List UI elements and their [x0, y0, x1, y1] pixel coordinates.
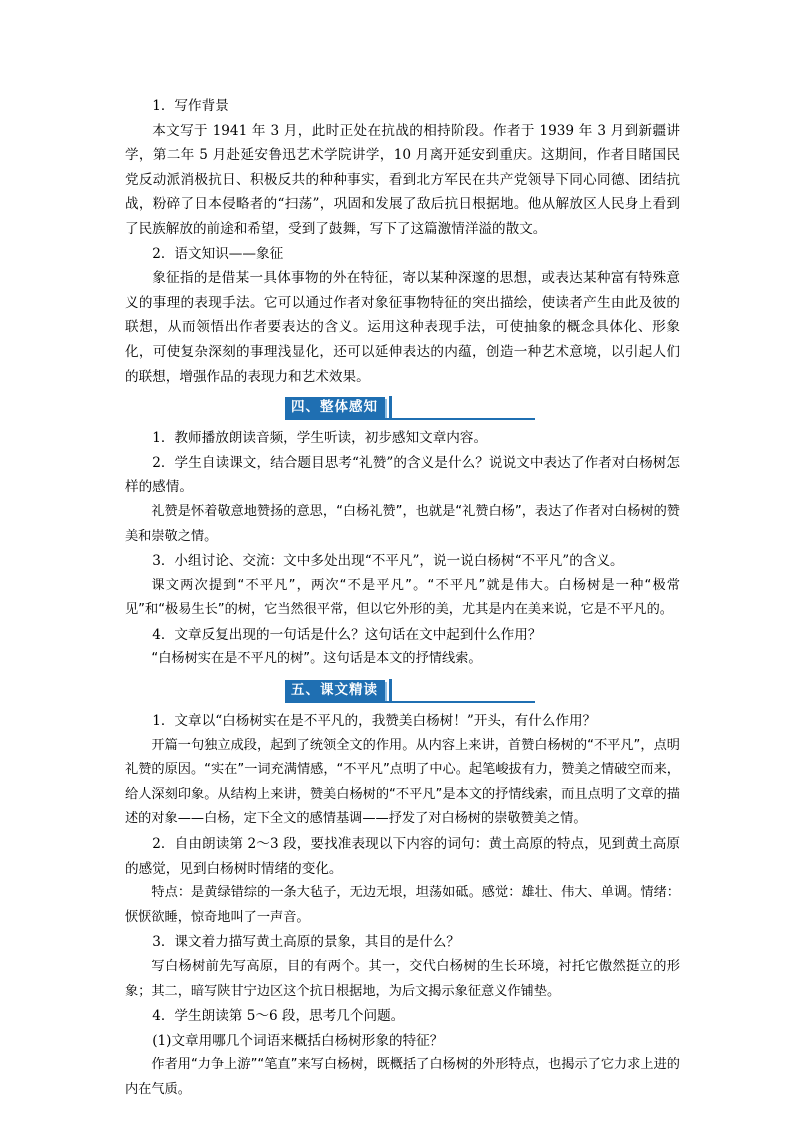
- question: 4．学生朗读第 5～6 段，思考几个问题。: [152, 1008, 405, 1025]
- answer: 特点：是黄绿错综的一条大毡子，无边无垠，坦荡如砥。感觉：雄壮、伟大、单调。情绪：恹恹欲睡，惊奇地叫了一声音。: [125, 885, 680, 925]
- section-underline: [285, 418, 535, 420]
- document-page: [125, 94, 680, 1103]
- answer: 礼赞是怀着敬意地赞扬的意思，“白杨礼赞”，也就是“礼赞白杨”，表达了作者对白杨树的赞美和崇敬之情。: [125, 503, 680, 544]
- question: 2．学生自读课文，结合题目思考“礼赞”的含义是什么？说说文中表达了作者对白杨树怎样的感情。: [125, 454, 680, 496]
- answer: 写白杨树前先写高原，目的有两个。其一，交代白杨树的生长环境，衬托它傲然挺立的形象；其二，暗写陕甘宁边区这个抗日根据地，为后文揭示象征意义作铺垫。: [125, 959, 680, 999]
- section-title-reading: 五、课文精读: [285, 680, 385, 701]
- section-header-reading: [125, 678, 680, 703]
- question: 3．课文着力描写黄土高原的景象，其目的是什么？: [152, 934, 460, 951]
- section-header-overall: [125, 395, 680, 420]
- answer: “白杨树实在是不平凡的树”。这句话是本文的抒情线索。: [151, 651, 482, 667]
- question: 2．自由朗读第 2～3 段，要找准表现以下内容的词句：黄土高原的特点，见到黄土高原的感觉，见到白杨树时情绪的变化。: [125, 836, 680, 877]
- section-title-overall: 四、整体感知: [285, 397, 385, 418]
- answer: 课文两次提到“不平凡”，两次“不是平凡”。“不平凡”就是伟大。白杨树是一种“极常见”和“极易生长”的树，它当然很平常，但以它外形的美，尤其是内在美来说，它是不平凡的。: [125, 577, 680, 618]
- background-heading: 1．写作背景: [152, 98, 229, 114]
- answer: 作者用“力争上游”“笔直”来写白杨树，既概括了白杨树的外形特点，也揭示了它力求上进的内在气质。: [125, 1057, 680, 1097]
- symbolism-paragraph: 象征指的是借某一具体事物的外在特征，寄以某种深邃的思想，或表达某种富有特殊意义的事理的表现手法。它可以通过作者对象征事物特征的突出描绘，使读者产生由此及彼的联想，从而领悟出作者要表达的含义。运用这种表现手法，可使抽象的概念具体化、形象化，可使复杂深刻的事理浅显化，还可以延伸表达的内蕴，创造一种艺术意境，以引起人们的联想，增强作品的表现力和艺术效果。: [125, 270, 680, 385]
- sub-question: (1)文章用哪几个词语来概括白杨树形象的特征？: [152, 1032, 444, 1049]
- question: 1．文章以“白杨树实在是不平凡的，我赞美白杨树！”开头，有什么作用？: [152, 713, 597, 730]
- question: 3．小组讨论、交流：文中多处出现“不平凡”，说一说白杨树“不平凡”的含义。: [152, 553, 624, 570]
- question: 1．教师播放朗读音频，学生听读，初步感知文章内容。: [152, 430, 488, 447]
- question: 4．文章反复出现的一句话是什么？这句话在文中起到什么作用？: [152, 626, 542, 643]
- section-underline: [285, 701, 535, 703]
- background-paragraph: 本文写于 1941 年 3 月，此时正处在抗战的相持阶段。作者于 1939 年 3 月到新疆讲学，第二年 5 月赴延安鲁迅艺术学院讲学，10 月离开延安到重庆。这期间，作者目睹国民党反动派消极抗日、积极反共的种种事实，看到北方军民在共产党领导下同心同德、团结抗战，粉碎了日本侵略者的“扫荡”，巩固和发展了敌后抗日根据地。他从解放区人民身上看到了民族解放的前途和希望，受到了鼓舞，写下了这篇激情洋溢的散文。: [125, 122, 680, 237]
- answer: 开篇一句独立成段，起到了统领全文的作用。从内容上来讲，首赞白杨树的“不平凡”，点明礼赞的原因。“实在”一词充满情感，“不平凡”点明了中心。起笔峻拔有力，赞美之情破空而来，给人深刻印象。从结构上来讲，赞美白杨树的“不平凡”是本文的抒情线索，而且点明了文章的描述的对象——白杨，定下全文的感情基调——抒发了对白杨树的崇敬赞美之情。: [125, 737, 680, 827]
- symbolism-heading: 2．语文知识——象征: [152, 245, 284, 262]
